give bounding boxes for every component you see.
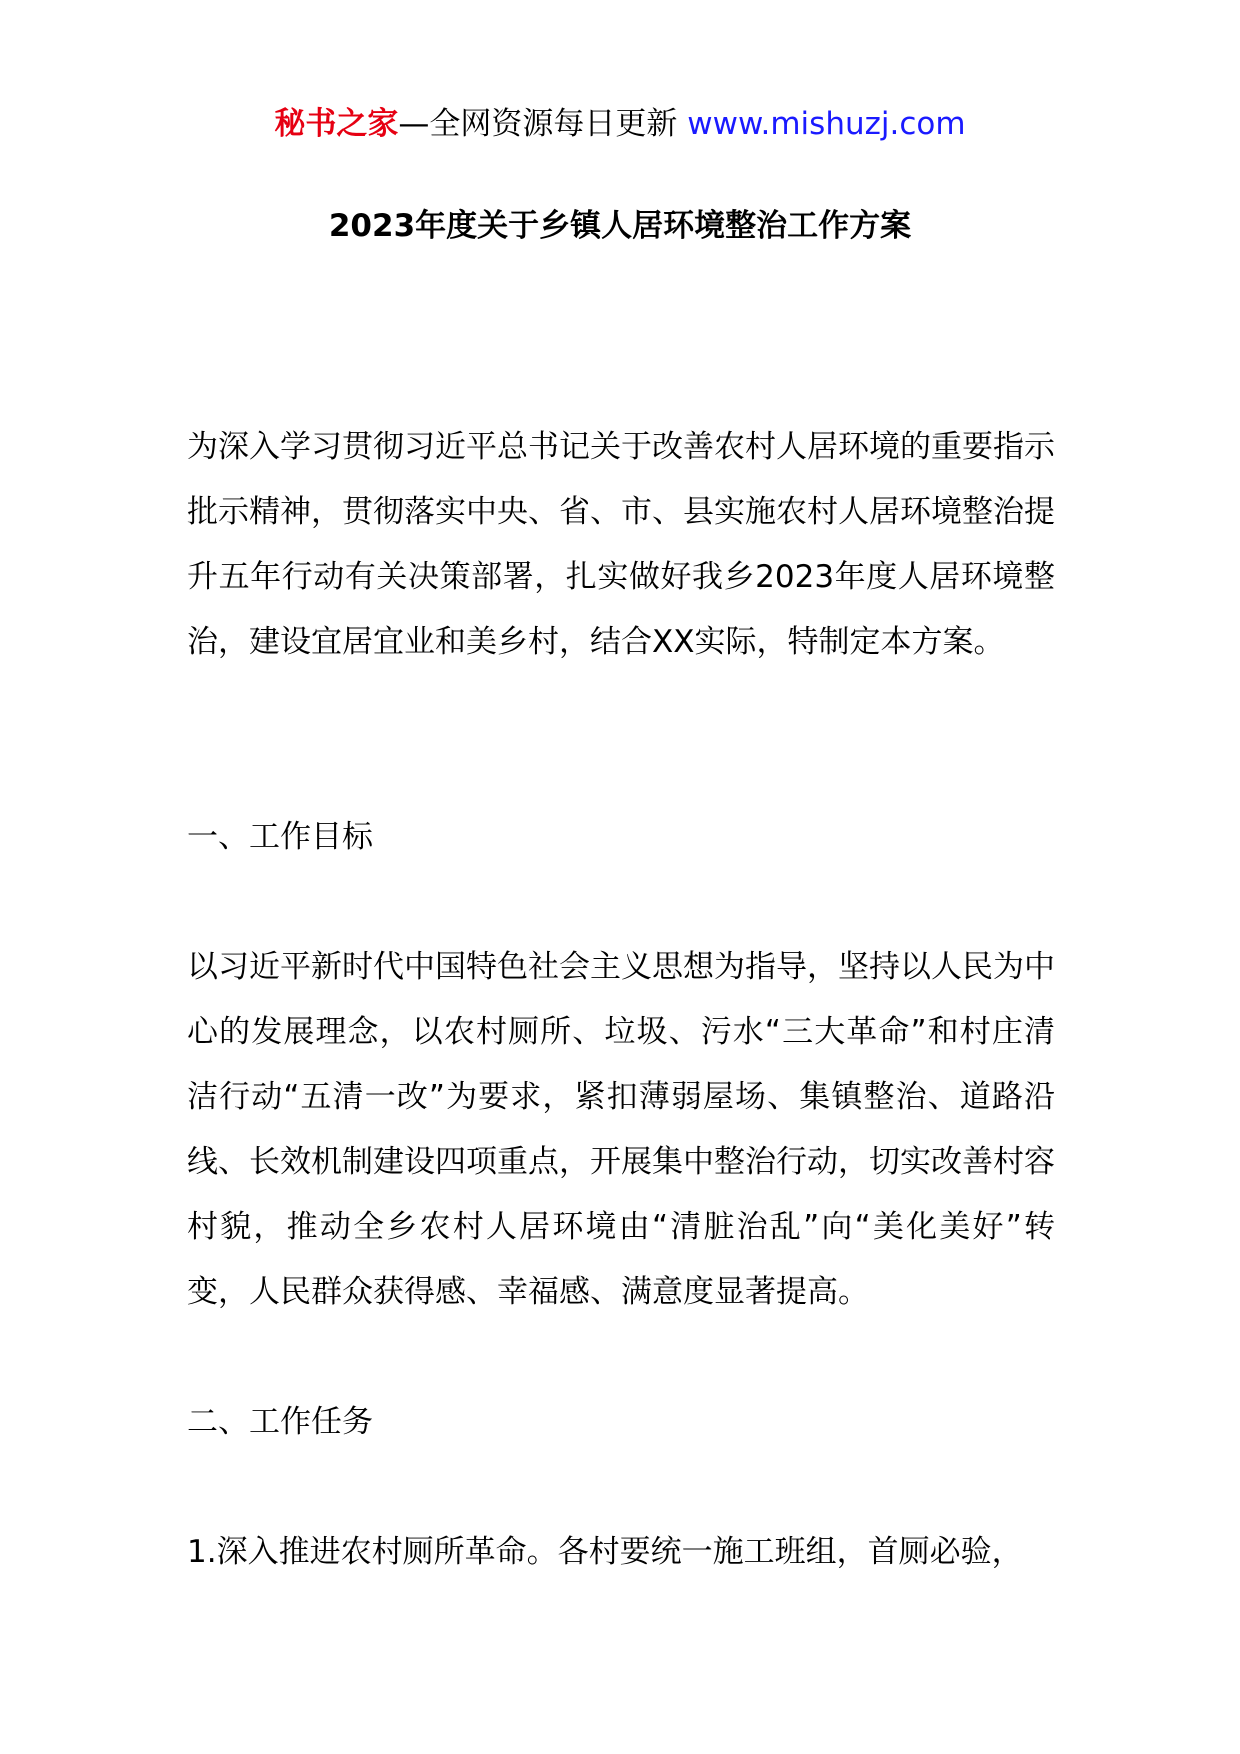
section-heading-tasks: 二、工作任务: [187, 1404, 373, 1440]
site-url-link[interactable]: www.mishuzj.com: [687, 106, 966, 142]
document-title: 2023年度关于乡镇人居环境整治工作方案: [328, 208, 912, 244]
goals-paragraph: 以习近平新时代中国特色社会主义思想为指导，坚持以人民为中心的发展理念，以农村厕所、垃圾、污水“三大革命”和村庄清洁行动“五清一改”为要求，紧扣薄弱屋场、集镇整治、道路沿线、长效机制建设四项重点，开展集中整治行动，切实改善村容村貌，推动全乡农村人居环境由“清脏治乱”向“美化美好”转变，人民群众获得感、幸福感、满意度显著提高。: [187, 949, 1055, 1310]
intro-paragraph: 为深入学习贯彻习近平总书记关于改善农村人居环境的重要指示批示精神，贯彻落实中央、省、市、县实施农村人居环境整治提升五年行动有关决策部署，扎实做好我乡2023年度人居环境整治，建设宜居宜业和美乡村，结合XX实际，特制定本方案。: [187, 429, 1055, 660]
task-item-1: 1.深入推进农村厕所革命。各村要统一施工班组，首厕必验，: [187, 1534, 1023, 1570]
section-heading-goals: 一、工作目标: [187, 819, 373, 855]
brand-name: 秘书之家: [274, 106, 399, 142]
header-tagline: —全网资源每日更新: [398, 106, 688, 142]
site-header: [0, 98, 1240, 150]
